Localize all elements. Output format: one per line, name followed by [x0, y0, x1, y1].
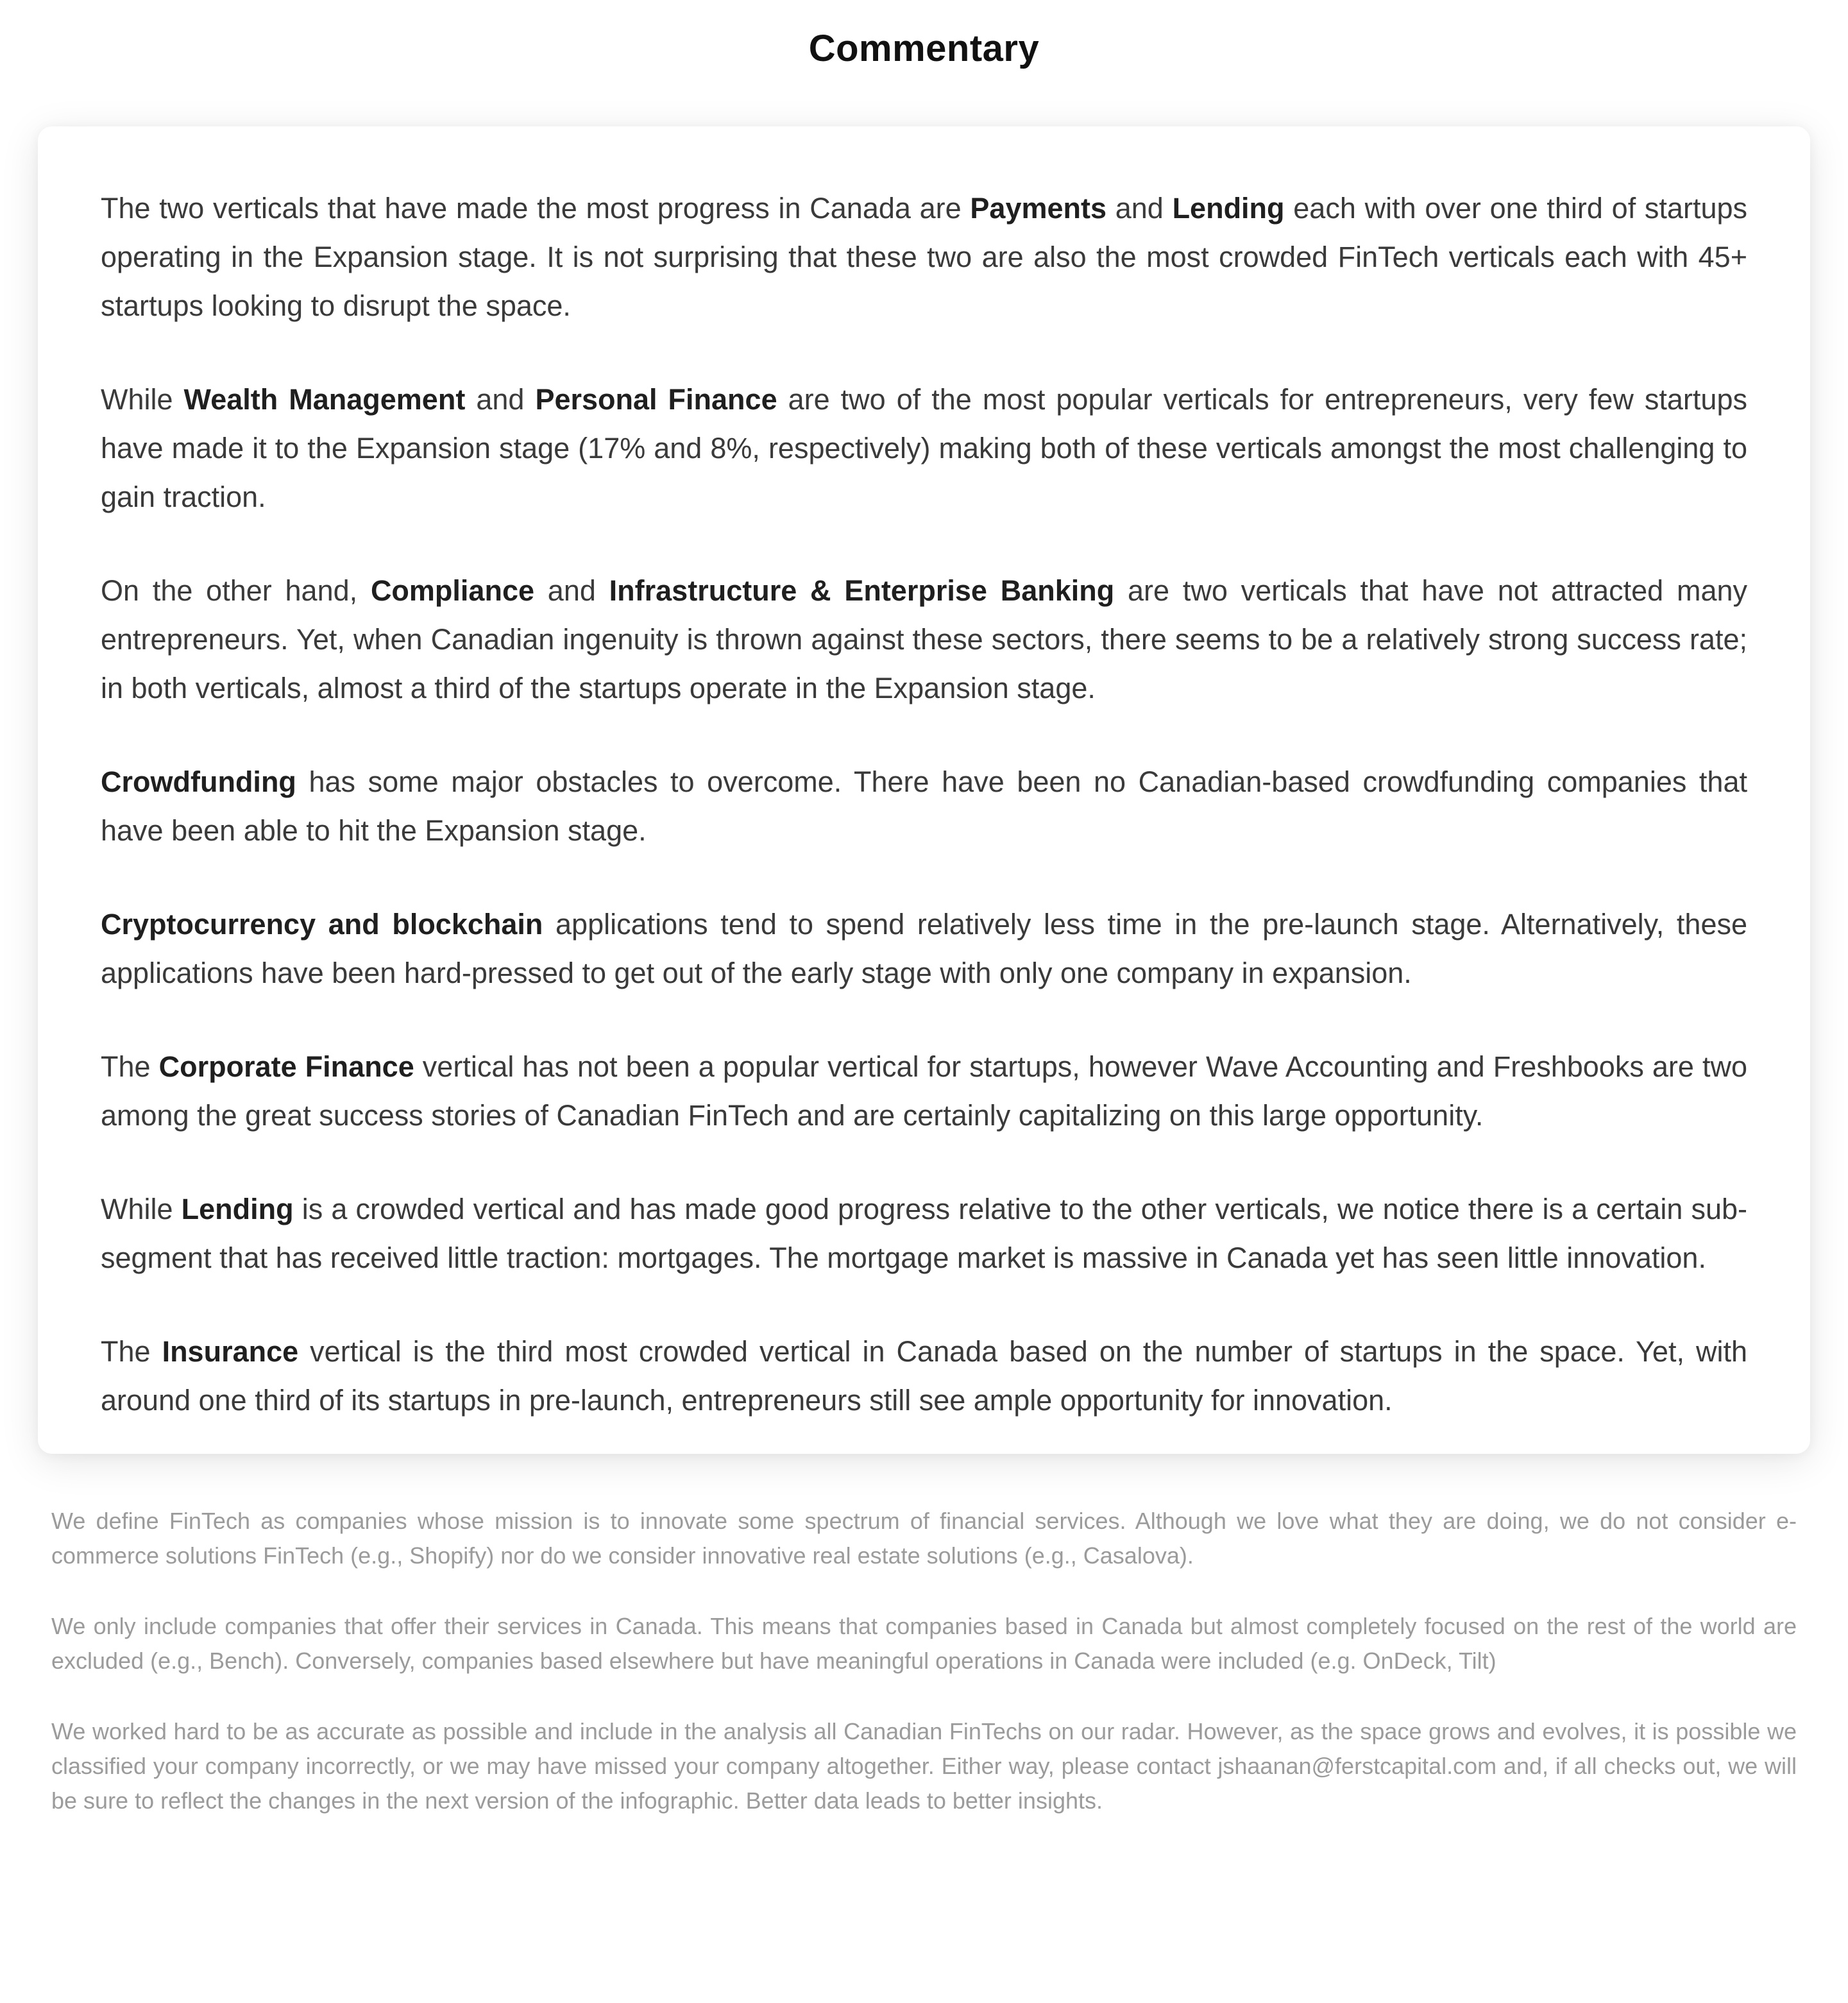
commentary-body — [101, 184, 1747, 1425]
emphasized-term: Cryptocurrency and blockchain — [101, 908, 543, 941]
emphasized-term: Wealth Management — [183, 383, 466, 416]
text-segment: applications tend to spend relatively less time in the pre-launch stage. Alternatively, these applications have been hard-pressed to get out of the early stage with only one company in expansion. — [101, 908, 1747, 989]
commentary-paragraph — [101, 567, 1747, 713]
emphasized-term: Infrastructure & Enterprise Banking — [609, 574, 1115, 607]
commentary-paragraph — [101, 1185, 1747, 1283]
text-segment: vertical has not been a popular vertical for startups, however Wave Accounting and Freshbooks are two among the great success stories of Canadian FinTech and are certainly capitalizing on this large opportunity. — [101, 1050, 1748, 1132]
footnote-paragraph: We only include companies that offer their services in Canada. This means that companies based in Canada but almost completely focused on the rest of the world are excluded (e.g., Bench). Conversely, companies based elsewhere but have meaningful operations in Canada were included (e.g. OnDeck, Tilt) — [51, 1613, 1797, 1674]
footnote-paragraph: We define FinTech as companies whose mission is to innovate some spectrum of financial services. Although we love what they are doing, we do not consider e-commerce solutions FinTech (e.g., Shopify) nor do we consider innovative real estate solutions (e.g., Casalova). — [51, 1508, 1797, 1569]
text-segment: and — [1106, 192, 1173, 225]
commentary-paragraph — [101, 758, 1747, 855]
page-title: Commentary — [808, 28, 1040, 69]
commentary-paragraph — [101, 184, 1747, 330]
commentary-paragraph — [101, 900, 1747, 998]
text-segment: The — [101, 1335, 162, 1368]
emphasized-term: Insurance — [162, 1335, 299, 1368]
text-segment: are two verticals that have not attracted many entrepreneurs. Yet, when Canadian ingenuity is thrown against these sectors, there seems to be a relatively strong success rate; in both verticals, almost a third of the startups operate in the Expansion stage. — [101, 574, 1747, 704]
text-segment: and — [465, 383, 536, 416]
commentary-card — [38, 126, 1810, 1454]
text-segment: On the other hand, — [101, 574, 371, 607]
footnotes-section — [51, 1504, 1797, 1818]
commentary-paragraph — [101, 1043, 1747, 1140]
text-segment: each with over one third of startups operating in the Expansion stage. It is not surprising that these two are also the most crowded FinTech verticals each with 45+ startups looking to disrupt the space. — [101, 192, 1747, 322]
text-segment: The two verticals that have made the most progress in Canada are — [101, 192, 971, 225]
emphasized-term: Compliance — [370, 574, 534, 607]
commentary-paragraph — [101, 375, 1747, 522]
commentary-paragraph — [101, 1327, 1747, 1425]
commentary-page — [0, 27, 1848, 1818]
text-segment: are two of the most popular verticals for entrepreneurs, very few startups have made it to the Expansion stage (17% and 8%, respectively) making both of these verticals amongst the most challenging to gain traction. — [101, 383, 1747, 513]
emphasized-term: Lending — [181, 1193, 294, 1225]
text-segment: and — [534, 574, 609, 607]
text-segment: While — [101, 1193, 182, 1225]
text-segment: is a crowded vertical and has made good progress relative to the other verticals, we notice there is a certain sub-segment that has received little traction: mortgages. The mortgage market is massive in Canada yet has seen little innovation. — [101, 1193, 1747, 1274]
emphasized-term: Lending — [1172, 192, 1285, 225]
text-segment: The — [101, 1050, 159, 1083]
emphasized-term: Personal Finance — [535, 383, 777, 416]
footnotes-body — [51, 1504, 1797, 1818]
text-segment: vertical is the third most crowded vertical in Canada based on the number of startups in the space. Yet, with around one third of its startups in pre-launch, entrepreneurs still see ample opportunity for innovation. — [101, 1335, 1747, 1417]
emphasized-term: Payments — [970, 192, 1107, 225]
footnote-paragraph: We worked hard to be as accurate as possible and include in the analysis all Canadian FinTechs on our radar. However, as the space grows and evolves, it is possible we classified your company incorrectly, or we may have missed your company altogether. Either way, please contact jshaanan@ferstcapital.com and, if all checks out, we will be sure to reflect the changes in the next version of the infographic. Better data leads to better insights. — [51, 1718, 1797, 1814]
emphasized-term: Corporate Finance — [158, 1050, 414, 1083]
text-segment: While — [101, 383, 184, 416]
emphasized-term: Crowdfunding — [101, 765, 296, 798]
text-segment: has some major obstacles to overcome. There have been no Canadian-based crowdfunding companies that have been able to hit the Expansion stage. — [101, 765, 1747, 847]
